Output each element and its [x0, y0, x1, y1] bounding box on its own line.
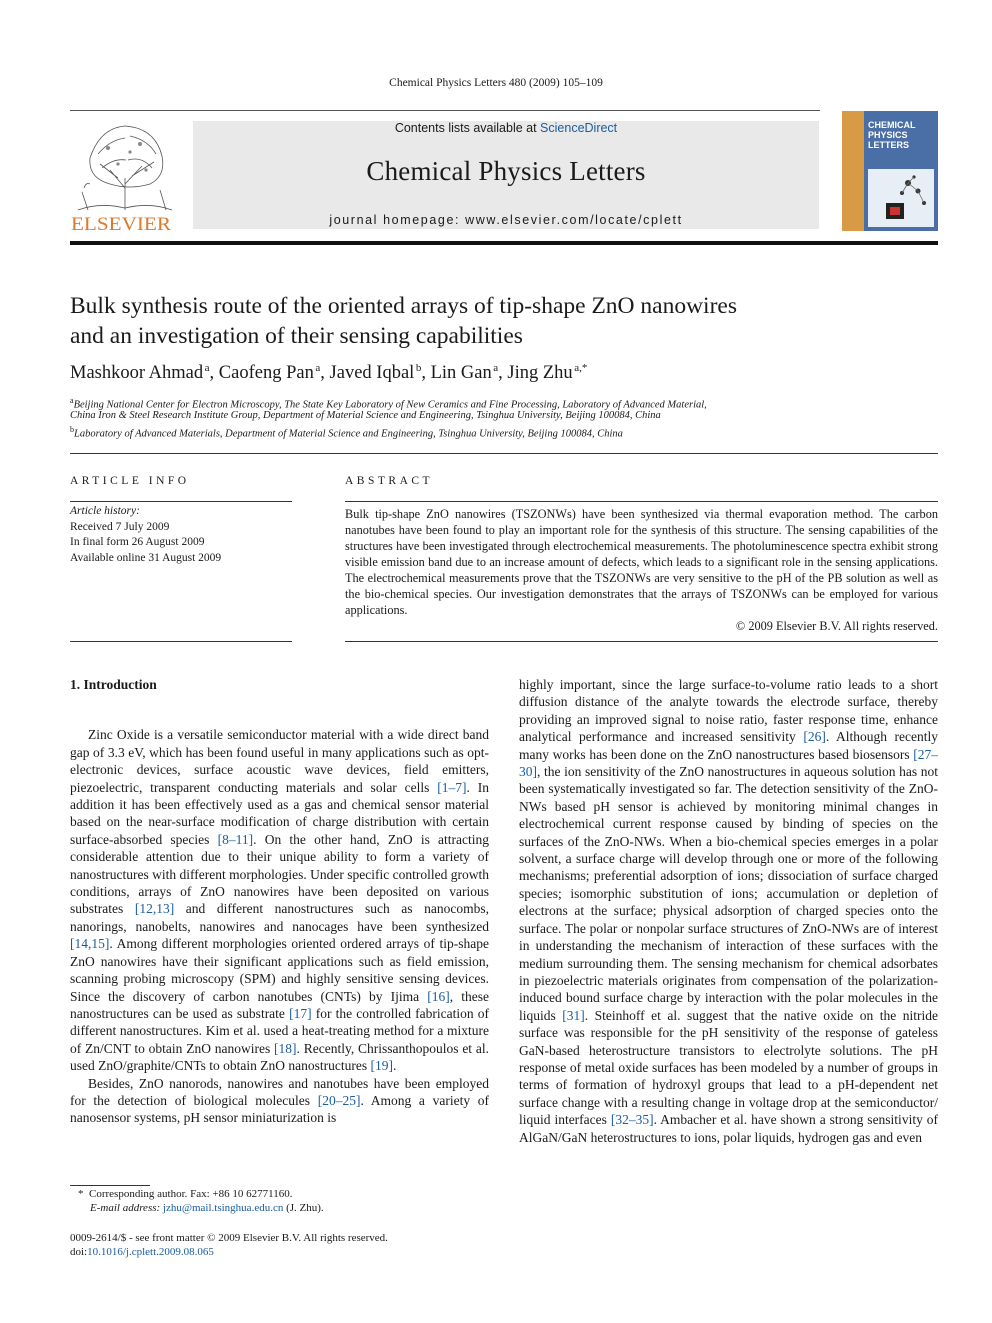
contents-line [193, 121, 819, 135]
elsevier-tree-icon [70, 118, 180, 236]
contents-prefix: Contents lists available at [394, 121, 541, 135]
footnote-marker: * [78, 1188, 84, 1200]
author[interactable]: Jing Zhu $^{a,*}$ [507, 362, 588, 384]
abstract-body [345, 506, 938, 634]
citation-link[interactable]: [20–25] [317, 1092, 361, 1108]
citation-link[interactable]: [32–35] [610, 1112, 654, 1128]
abstract-copyright: © 2009 Elsevier B.V. All rights reserved. [735, 619, 938, 633]
corresponding-author: Corresponding author. Fax: +86 10 62771160. [89, 1188, 293, 1200]
author[interactable]: Caofeng Pan $^a$ [218, 362, 321, 384]
abstract-heading: ABSTRACT [345, 475, 434, 487]
body-column-left [70, 676, 489, 1127]
citation-link[interactable]: [12,13] [134, 901, 175, 917]
header-thick-rule [70, 241, 938, 245]
affiliation-rule [70, 453, 938, 454]
paragraph: highly important, since the large surface-to-volume ratio leads to a short diffusion distance of the analyte towards the electrode surface, thereby providing an improved signal to noise ratio, faster response time, enhance analytical performance and increased sensitivity [26]. Although recently many works has been done on the ZnO nanostructures based biosensors [27–30], the ion sensitivity of the ZnO nanostructures in aqueous solution has not been systematically investigated so far. The detection sensitivity of the ZnO-NWs based pH sensor is achieved by monitoring minimal changes in electrochemical current response caused by binding of species on the surfaces of the ZnO-NWs. When a bio-chemical species emerges in a polar solvent, a surface charge will develop through one or more of the following mechanisms; preferential adsorption of ions; dissociation of surface charged species; isomorphic substitution of ions; accumulation or depletion of electrons at the surface; physical adsorption of charged species onto the surface. The polar or nonpolar surface structures of ZnO-NWs are of interest in understanding the mechanism of interaction of these surfaces with the medium surrounding them. The sensing mechanism for chemical adsorbates in piezoelectric materials originates from compensation of the polarization-induced bound surface charge by interaction with the polar molecules in the liquids [31]. Steinhoff et al. suggest that the native oxide on the nitride surface was responsible for the pH sensitivity of the response of gateless GaN-based heterostructure transistors to electrolyte solutions. The pH response of metal oxide surfaces has been modeled by a number of groups in terms of formation of hydroxyl groups that lead to a pH-dependent net surface change with a resulting change in voltage drop at the semiconductor/ liquid interfaces [32–35]. Ambacher et al. have shown a strong sensitivity of AlGaN/GaN heterostructures to ions, polar liquids, hydrogen gas and even [519, 677, 939, 1145]
affiliation-a-cont: China Iron & Steel Research Institute Group, Department of Material Science and Engineering, Tsinghua University, Beijing 100084, China [70, 410, 661, 421]
paragraph: Besides, ZnO nanorods, nanowires and nanotubes have been employed for the detection of biological molecules [20–25]. Among a variety of nanosensor systems, pH sensor miniaturization is [70, 1075, 489, 1126]
citation-link[interactable]: [17] [289, 1005, 312, 1021]
citation-link[interactable]: [18] [274, 1040, 297, 1056]
doi-link[interactable]: 10.1016/j.cplett.2009.08.065 [87, 1246, 214, 1258]
citation-link[interactable]: [31] [562, 1007, 585, 1023]
email-link[interactable]: jzhu@mail.tsinghua.edu.cn [162, 1202, 284, 1214]
body-column-right [519, 676, 938, 1146]
journal-title: Chemical Physics Letters [366, 156, 646, 186]
email-suffix: (J. Zhu). [283, 1202, 324, 1214]
header-rule [70, 110, 820, 111]
journal-homepage[interactable]: journal homepage: www.elsevier.com/locate/cplett [329, 213, 683, 227]
running-head: Chemical Physics Letters 480 (2009) 105–109 [389, 77, 603, 89]
cover-strip [842, 111, 864, 231]
article-title: Bulk synthesis route of the oriented arrays of tip-shape ZnO nanowires and an investigation of their sensing capabilities [70, 293, 737, 349]
cover-graphic [868, 169, 934, 227]
author-list: Mashkoor Ahmad $^a$, Caofeng Pan $^a$, Javed Iqbal $^b$, Lin Gan $^a$, Jing Zhu $^{a,*}$ [70, 362, 588, 384]
cover-molecule-icon [868, 169, 934, 227]
citation-link[interactable]: [8–11] [217, 831, 254, 847]
author[interactable]: Javed Iqbal $^b$ [329, 362, 422, 384]
citation-link[interactable]: [1–7] [437, 779, 467, 795]
front-matter [70, 1231, 388, 1259]
abstract-text: Bulk tip-shape ZnO nanowires (TSZONWs) have been synthesized via thermal evaporation method. The carbon nanotubes have been found to play an important role for the synthesis of this structure. The sensing capabilities of the structures have been investigated through electrochemical measurements. The photoluminescence spectra exhibit strong visible emission band due to an increase amount of defects, which leads to a significant role in the sensing applications. The electrochemical measurements prove that the TSZONWs are very sensitive to the pH of the PB solution as well as the bio-chemical species. Our investigation demonstrates that the arrays of TSZONWs can be employed for various applications. [345, 507, 938, 617]
affiliation-b: $^b$Laboratory of Advanced Materials, Department of Material Science and Engineering, Tsinghua University, Beijing 100084, China [70, 425, 623, 440]
affiliation-a: $^a$Beijing National Center for Electron Microscopy, The State Key Laboratory of New Ceramics and Fine Processing, Laboratory of Advanced Material, [70, 396, 707, 411]
section-heading: 1. Introduction [70, 677, 157, 692]
article-history: Article history: Received 7 July 2009 In final form 26 August 2009 Available online 31 August 2009 [70, 505, 222, 565]
citation-link[interactable]: [27–30] [519, 746, 938, 780]
journal-cover[interactable] [842, 111, 938, 231]
abstract-rule [345, 501, 938, 502]
elsevier-logo[interactable] [70, 118, 180, 236]
article-info-heading: ARTICLE INFO [70, 475, 190, 487]
author[interactable]: Lin Gan $^a$ [430, 362, 499, 384]
cover-title: CHEMICAL PHYSICS LETTERS [868, 120, 916, 150]
doi-label: doi: [70, 1246, 88, 1258]
elsevier-wordmark: ELSEVIER [71, 215, 172, 235]
citation-link[interactable]: [14,15] [70, 936, 110, 952]
citation-link[interactable]: [16] [427, 988, 450, 1004]
citation-link[interactable]: [19] [370, 1058, 394, 1074]
footnote [70, 1187, 324, 1215]
citation-link[interactable]: [26] [803, 729, 826, 745]
email-label: E-mail address: [90, 1202, 161, 1214]
article-info-bottom-rule [70, 641, 292, 642]
abstract-bottom-rule [345, 641, 938, 642]
paragraph: Zinc Oxide is a versatile semiconductor material with a wide direct band gap of 3.3 eV, which has been found useful in many applications such as opt-electronic devices, surface acoustic wave devices, field emitters, piezoelectric, transparent conducting materials and solar cells [1–7]. In addition it has been effectively used as a gas and chemical sensor material based on the near-surface modification of charge distribution with certain surface-absorbed species [8–11]. On the other hand, ZnO is attracting considerable attention due to their unique ability to form a variety of nanostructures with different morphologies. Under specific controlled growth conditions, arrays of ZnO nanowires have been deposited on various substrates [12,13] and different nanostructures such as nanocombs, nanorings, nanobelts, nanowires and nanocages have been synthesized [14,15]. Among different morphologies oriented ordered arrays of tip-shape ZnO nanowires have their significant applications such as field emission, scanning probing microscopy (SPM) and highly sensitive sensing devices. Since the discovery of carbon nanotubes (CNTs) by Ijima [16], these nanostructures can be used as substrate [17] for the controlled fabrication of different nanostructures. Kim et al. used a heat-treating method for a mixture of Zn/CNT to obtain ZnO nanowires [18]. Recently, Chrissanthopoulos et al. used ZnO/graphite/CNTs to obtain ZnO nanostructures [19]. [70, 727, 490, 1074]
article-info-rule [70, 501, 292, 502]
issn-line: 0009-2614/$ - see front matter © 2009 Elsevier B.V. All rights reserved. [70, 1232, 388, 1244]
author[interactable]: Mashkoor Ahmad $^a$ [70, 362, 210, 384]
sciencedirect-link[interactable]: ScienceDirect [540, 121, 618, 135]
footnote-rule [70, 1185, 150, 1186]
